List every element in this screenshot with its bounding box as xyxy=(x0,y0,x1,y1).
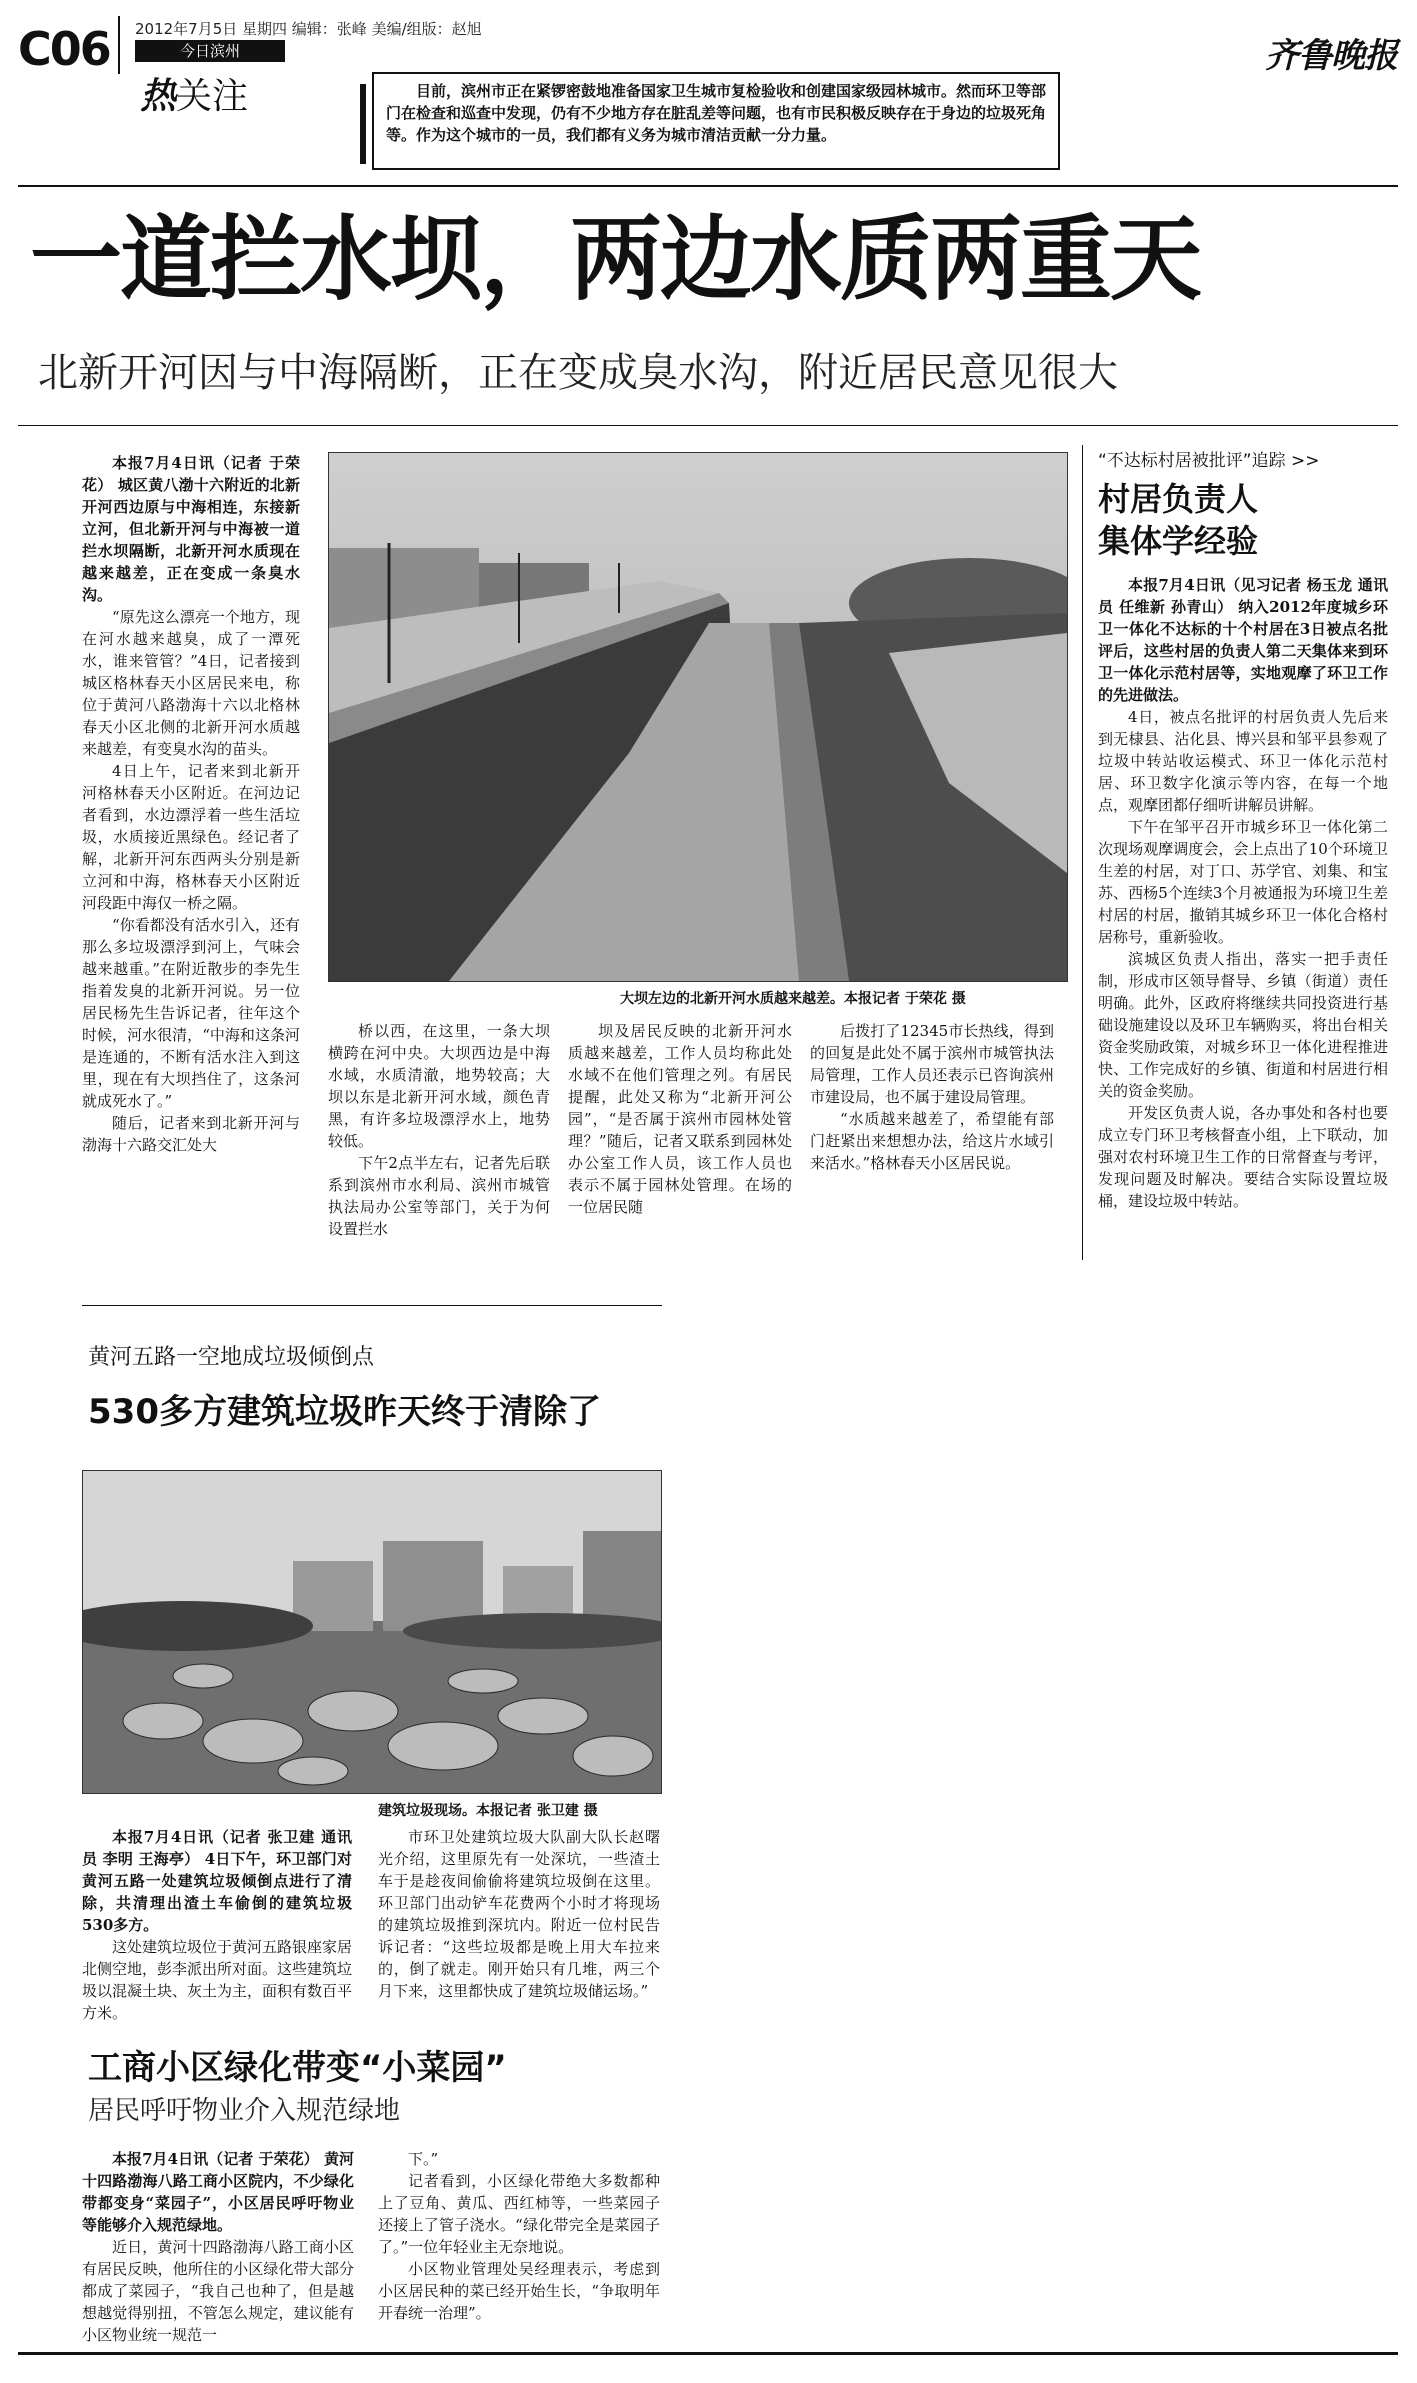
story1-col4-p2: “水质越来越差了，希望能有部门赶紧出来想想办法，给这片水域引来活水。”格林春天小区居民说。 xyxy=(810,1110,1054,1172)
headline-rule xyxy=(18,425,1398,426)
sidebar-p4: 滨城区负责人指出，落实一把手责任制，形成市区领导督导、乡镇（街道）责任明确。此外，区政府将继续共同投资进行基础设施建设以及环卫车辆购买，将出台相关资金奖励政策，对城乡环卫一体化进程推进快、工作完成好的乡镇、街道和村居进行相关的资金奖励。 xyxy=(1098,950,1388,1100)
story3-col2-p3: 小区物业管理处吴经理表示，考虑到小区居民种的菜已经开始生长，“争取明年开春统一治理”。 xyxy=(378,2260,660,2322)
date-line: 2012年7月5日 星期四 编辑：张峰 美编/组版：赵旭 xyxy=(135,20,482,38)
rubble-photo xyxy=(82,1470,662,1794)
sidebar-title-line2: 集体学经验 xyxy=(1098,522,1259,560)
story3-col2-p2: 记者看到，小区绿化带绝大多数都种上了豆角、黄瓜、西红柿等，一些菜园子还接上了管子浇水。“绿化带完全是菜园子了。”一位年轻业主无奈地说。 xyxy=(378,2172,660,2256)
story2-photo-caption: 建筑垃圾现场。本报记者 张卫建 摄 xyxy=(378,1803,598,1819)
river-dam-photo xyxy=(328,452,1068,982)
story1-col2-p1: 桥以西，在这里，一条大坝横跨在河中央。大坝西边是中海水域，水质清澈，地势较高；大坝以东是北新开河水域，颜色青黑，有许多垃圾漂浮水上，地势较低。 xyxy=(328,1022,550,1150)
sidebar-p1: 本报7月4日讯（见习记者 杨玉龙 通讯员 任维新 孙青山） 纳入2012年度城乡环卫一体化不达标的十个村居在3日被点名批评后，这些村居的负责人第二天集体来到环卫一体化示范村居等，实地观摩了环卫工作的先进做法。 xyxy=(1098,576,1388,704)
story1-col1-p4: “你看都没有活水引入，还有那么多垃圾漂浮到河上，气味会越来越重。”在附近散步的李先生指着发臭的北新开河说。另一位居民杨先生告诉记者，往年这个时候，河水很清，“中海和这条河是连通的，不断有活水注入到这里，现在有大坝挡住了，这条河就成死水了。” xyxy=(82,916,300,1110)
story2-col1-p1: 本报7月4日讯（记者 张卫建 通讯员 李明 王海亭） 4日下午，环卫部门对黄河五路一处建筑垃圾倾倒点进行了清除，共清理出渣土车偷倒的建筑垃圾530多方。 xyxy=(82,1828,352,1934)
newspaper-logo: 齐鲁晚报 xyxy=(1265,36,1397,76)
story1-column-2 xyxy=(328,1020,550,1240)
intro-text: 目前，滨州市正在紧锣密鼓地准备国家卫生城市复检验收和创建国家级园林城市。然而环卫等部门在检查和巡查中发现，仍有不少地方存在脏乱差等问题，也有市民积极反映存在于身边的垃圾死角等。作为这个城市的一员，我们都有义务为城市清洁贡献一分力量。 xyxy=(386,82,1047,144)
hot-focus-tag xyxy=(140,68,248,119)
masthead-divider xyxy=(118,16,120,74)
hot-rest: 关注 xyxy=(176,76,249,117)
main-subhead: 北新开河因与中海隔断，正在变成臭水沟，附近居民意见很大 xyxy=(38,350,1118,396)
top-divider xyxy=(18,185,1398,187)
story2-col2-p1: 市环卫处建筑垃圾大队副大队长赵曙光介绍，这里原先有一处深坑，一些渣土车于是趁夜间偷偷将建筑垃圾倒在这里。环卫部门出动铲车花费两个小时才将现场的建筑垃圾推到深坑内。附近一位村民告诉记者：“这些垃圾都是晚上用大车拉来的，倒了就走。刚开始只有几堆，两三个月下来，这里都快成了建筑垃圾储运场。” xyxy=(378,1828,660,2000)
story1-col4-p1: 后拨打了12345市长热线，得到的回复是此处不属于滨州市城管执法局管理，工作人员还表示已咨询滨州市建设局，也不属于建设局管理。 xyxy=(810,1022,1054,1106)
page-code: C06 xyxy=(18,22,110,76)
section-tag: 今日滨州 xyxy=(135,40,285,62)
story1-column-4 xyxy=(810,1020,1054,1174)
story2-col1-p2: 这处建筑垃圾位于黄河五路银座家居北侧空地，彭李派出所对面。这些建筑垃圾以混凝土块、灰土为主，面积有数百平方米。 xyxy=(82,1938,353,2022)
story2-column-2 xyxy=(378,1826,660,2002)
story3-col1-p2: 近日，黄河十四路渤海八路工商小区有居民反映，他所住的小区绿化带大部分都成了菜园子，“我自己也种了，但是越想越觉得别扭，不管怎么规定，建议能有小区物业统一规范一 xyxy=(82,2238,354,2344)
intro-box xyxy=(372,72,1060,170)
story2-column-1 xyxy=(82,1826,352,2024)
story1-col1-p3: 4日上午，记者来到北新开河格林春天小区附近。在河边记者看到，水边漂浮着一些生活垃圾，水质接近黑绿色。经记者了解，北新开河东西两头分别是新立河和中海，格林春天小区附近河段距中海仅一桥之隔。 xyxy=(82,762,300,912)
story1-col1-p5: 随后，记者来到北新开河与渤海十六路交汇处大 xyxy=(82,1114,300,1154)
sidebar-title xyxy=(1098,478,1388,562)
story1-column-3 xyxy=(568,1020,792,1218)
story1-col1-p1: 本报7月4日讯（记者 于荣花） 城区黄八渤十六附近的北新开河西边原与中海相连，东接新立河，但北新开河与中海被一道拦水坝隔断，北新开河水质现在越来越差，正在变成一条臭水沟。 xyxy=(82,454,300,604)
sidebar-p2: 4日，被点名批评的村居负责人先后来到无棣县、沾化县、博兴县和邹平县参观了垃圾中转站收运模式、环卫一体化示范村居、环卫数字化演示等内容，在每一个地点，观摩团都仔细听讲解员讲解。 xyxy=(1098,708,1388,814)
story1-col1-p2: “原先这么漂亮一个地方，现在河水越来越臭，成了一潭死水，谁来管管？”4日，记者接到城区格林春天小区居民来电，称位于黄河八路渤海十六以北格林春天小区北侧的北新开河水质越来越差，有变臭水沟的苗头。 xyxy=(82,608,300,758)
sidebar-column xyxy=(1098,450,1388,1212)
sidebar-title-line1: 村居负责人 xyxy=(1098,480,1259,518)
sidebar-divider xyxy=(1082,445,1083,1260)
story3-col2-p1: 下。” xyxy=(408,2150,439,2168)
story3-col1-p1: 本报7月4日讯（记者 于荣花） 黄河十四路渤海八路工商小区院内，不少绿化带都变身“菜园子”，小区居民呼吁物业等能够介入规范绿地。 xyxy=(82,2150,354,2234)
story3-column-1 xyxy=(82,2148,354,2346)
story1-photo-caption: 大坝左边的北新开河水质越来越差。本报记者 于荣花 摄 xyxy=(620,991,966,1007)
intro-bar xyxy=(360,84,366,164)
story2-kicker: 黄河五路一空地成垃圾倾倒点 xyxy=(88,1345,375,1370)
sidebar-p3: 下午在邹平召开市城乡环卫一体化第二次现场观摩调度会，会上点出了10个环境卫生差的村居，对丁口、苏学官、刘集、和宝苏、西杨5个连续3个月被通报为环境卫生差村居的村居，撤销其城乡环卫一体化合格村居称号，重新验收。 xyxy=(1098,818,1388,946)
story3-subhead: 居民呼吁物业介入规范绿地 xyxy=(88,2096,401,2126)
story2-title: 530多方建筑垃圾昨天终于清除了 xyxy=(88,1392,601,1432)
rubble-image xyxy=(83,1471,661,1793)
main-headline: 一道拦水坝，两边水质两重天 xyxy=(30,206,1201,313)
sidebar-kicker: “不达标村居被批评”追踪 >> xyxy=(1098,451,1320,471)
river-dam-image xyxy=(329,453,1067,981)
story1-column-1 xyxy=(82,452,300,1156)
story3-title: 工商小区绿化带变“小菜园” xyxy=(88,2048,507,2088)
bottom-rule xyxy=(18,2352,1398,2355)
sidebar-p5: 开发区负责人说，各办事处和各村也要成立专门环卫考核督查小组，上下联动，加强对农村环境卫生工作的日常督查与考评，发现问题及时解决。要结合实际设置垃圾桶，建设垃圾中转站。 xyxy=(1098,1104,1388,1210)
story3-column-2 xyxy=(378,2148,660,2324)
story1-col2-p2: 下午2点半左右，记者先后联系到滨州市水利局、滨州市城管执法局办公室等部门，关于为何设置拦水 xyxy=(328,1154,550,1238)
story1-col3-p1: 坝及居民反映的北新开河水质越来越差，工作人员均称此处水域不在他们管理之列。有居民提醒，此处又称为“北新开河公园”，“是否属于滨州市园林处管理？”随后，记者又联系到园林处办公室工作人员，该工作人员也表示不属于园林处管理。在场的一位居民随 xyxy=(568,1022,792,1216)
hot-char: 热 xyxy=(140,76,177,117)
section-divider xyxy=(82,1305,662,1306)
